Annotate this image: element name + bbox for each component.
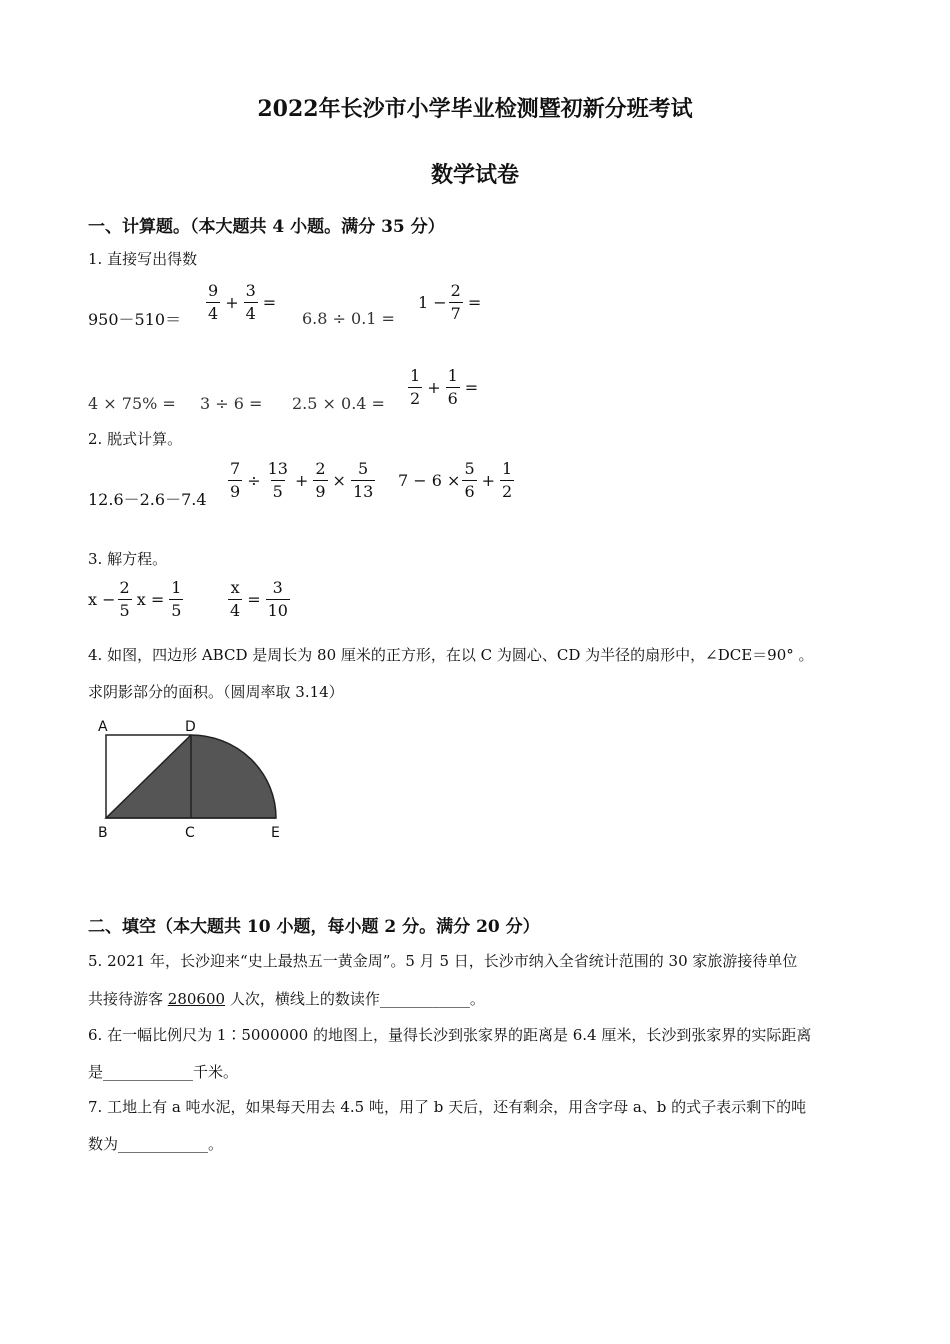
q1-expr-3: 6.8 ÷ 0.1 =	[302, 309, 395, 328]
q1-expr-1: 950－510＝	[88, 310, 182, 329]
q3-equation-2: $\frac{x}{4}$ = $\frac{3}{10}$	[230, 578, 288, 620]
q1-expr-7: 2.5 × 0.4 =	[292, 394, 385, 413]
q1-label: 1. 直接写出得数	[88, 250, 198, 268]
fraction: $\frac{2}{7}$	[450, 281, 461, 323]
fraction: $\frac{7}{9}$	[230, 459, 241, 501]
fraction: $\frac{2}{9}$	[315, 459, 326, 501]
q4-text-line-1: 4. 如图，四边形 ABCD 是周长为 80 厘米的正方形，在以 C 为圆心、CD 为半径的扇形中，∠DCE＝90° 。	[88, 646, 814, 664]
label-a: A	[98, 719, 108, 735]
label-c: C	[185, 825, 195, 841]
fraction: $\frac{2}{5}$	[119, 578, 130, 620]
q1-expr-8: $\frac{1}{2}$ + $\frac{1}{6}$ =	[410, 366, 479, 408]
q5-text-line-1: 5. 2021 年，长沙迎来“史上最热五一黄金周”。5 月 5 日，长沙市纳入全省统计范围的 30 家旅游接待单位	[88, 952, 798, 970]
q3-label: 3. 解方程。	[88, 550, 168, 568]
fraction: $\frac{1}{2}$	[410, 366, 421, 408]
q2-expr-1: 12.6－2.6－7.4	[88, 490, 207, 509]
q2-expr-2: $\frac{7}{9}$ ÷ $\frac{13}{5}$ + $\frac{2}{9}$ × $\frac{5}{13}$	[230, 459, 374, 501]
q1-expr-6: 3 ÷ 6 =	[200, 394, 263, 413]
q2-label: 2. 脱式计算。	[88, 430, 183, 448]
label-e: E	[271, 825, 280, 841]
label-b: B	[98, 825, 108, 841]
fraction: $\frac{5}{13}$	[352, 459, 374, 501]
fraction: $\frac{3}{4}$	[245, 281, 256, 323]
fraction: $\frac{1}{2}$	[502, 459, 513, 501]
underlined-number: 280600	[167, 990, 226, 1008]
fraction: $\frac{5}{6}$	[464, 459, 475, 501]
geometry-figure	[90, 712, 300, 847]
q2-expr-3: 7 − 6 × $\frac{5}{6}$ + $\frac{1}{2}$	[398, 459, 513, 501]
q3-equation-1: x − $\frac{2}{5}$ x = $\frac{1}{5}$	[88, 578, 182, 620]
section-2-heading: 二、填空（本大题共 10 小题，每小题 2 分。满分 20 分）	[88, 917, 540, 937]
fraction: $\frac{1}{5}$	[171, 578, 182, 620]
exam-title: 2022年长沙市小学毕业检测暨初新分班考试	[257, 96, 693, 122]
section-1-heading: 一、计算题。（本大题共 4 小题。满分 35 分）	[88, 217, 445, 237]
q7-text-line-1: 7. 工地上有 a 吨水泥，如果每天用去 4.5 吨，用了 b 天后，还有剩余，用含字母 a、b 的式子表示剩下的吨	[88, 1098, 807, 1116]
q6-text-line-1: 6. 在一幅比例尺为 1∶5000000 的地图上，量得长沙到张家界的距离是 6.4 厘米，长沙到张家界的实际距离	[88, 1026, 812, 1044]
fraction: $\frac{x}{4}$	[230, 578, 241, 620]
q1-expr-2: $\frac{9}{4}$ + $\frac{3}{4}$ =	[208, 281, 277, 323]
label-d: D	[185, 719, 196, 735]
q1-expr-4: 1 − $\frac{2}{7}$ =	[418, 281, 482, 323]
exam-subtitle: 数学试卷	[430, 162, 519, 188]
fraction: $\frac{13}{5}$	[267, 459, 288, 501]
q7-text-line-2: 数为____________。	[88, 1135, 224, 1153]
fraction: $\frac{1}{6}$	[447, 366, 458, 408]
fraction: $\frac{3}{10}$	[267, 578, 288, 620]
q6-text-line-2: 是____________千米。	[88, 1063, 239, 1081]
q4-text-line-2: 求阴影部分的面积。（圆周率取 3.14）	[88, 683, 344, 701]
q1-expr-5: 4 × 75% =	[88, 394, 176, 413]
fraction: $\frac{9}{4}$	[208, 281, 219, 323]
q5-text-line-2: 共接待游客 280600 人次，横线上的数读作____________。	[88, 990, 485, 1008]
